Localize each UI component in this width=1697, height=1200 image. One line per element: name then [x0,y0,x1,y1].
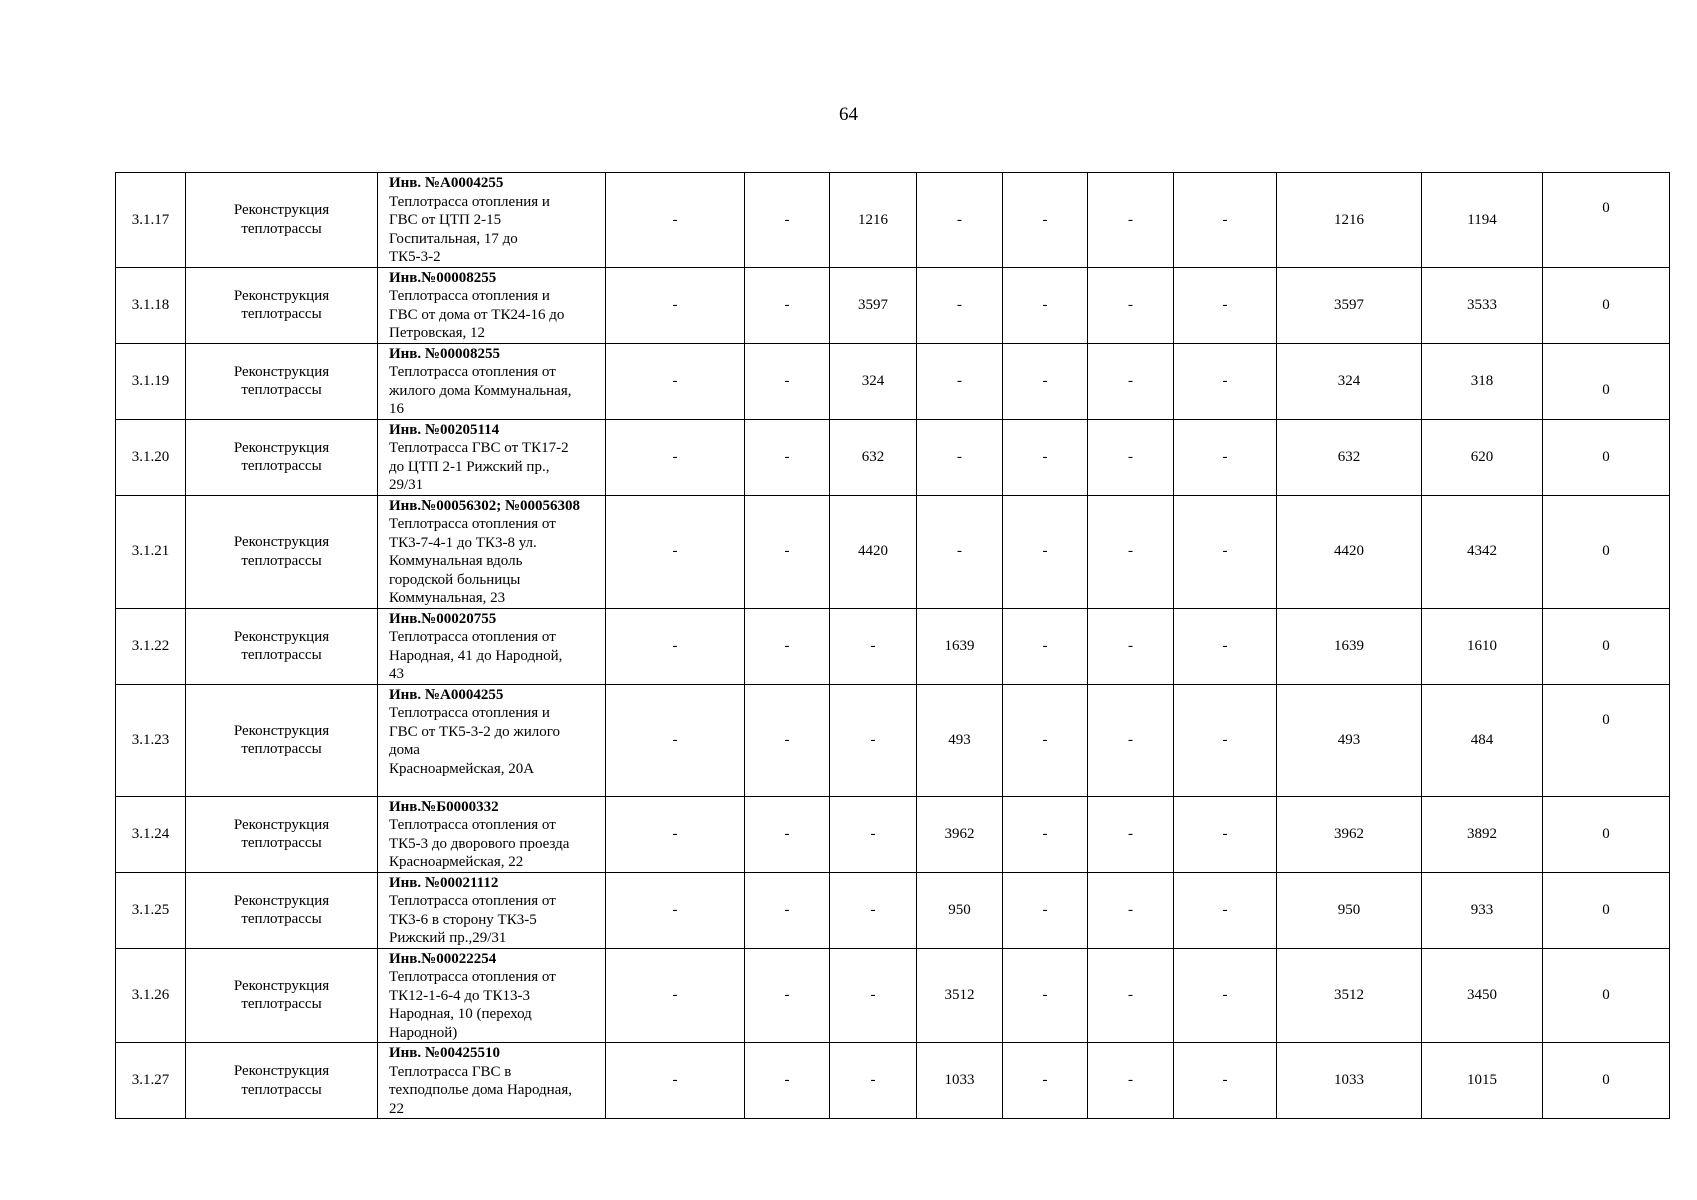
value-cell-c5: - [1003,684,1088,796]
value-cell-c2: - [745,343,830,419]
table-row [116,1043,1670,1119]
description-line: ТК12-1-6-4 до ТК13-3 [389,987,530,1004]
description-line: Народной) [389,1024,458,1041]
last-value-cell: 0 [1543,608,1670,684]
value-cell-c1: - [606,872,745,948]
total-cell: 3962 [1277,796,1422,872]
value-cell-c6: - [1088,419,1174,495]
object-description-cell [378,419,606,495]
total-cell: 632 [1277,419,1422,495]
value-cell-c5: - [1003,1043,1088,1119]
value-cell-c1: - [606,419,745,495]
inventory-number: Инв. №00008255 [389,345,500,362]
row-number-cell: 3.1.17 [116,173,186,268]
value-cell-c6: - [1088,872,1174,948]
value-cell-c4: - [917,267,1003,343]
value-cell-c5: - [1003,419,1088,495]
description-line: Теплотрасса отопления от [389,893,556,909]
value-cell-c5: - [1003,608,1088,684]
work-type-cell [186,948,378,1043]
value-cell-c3: 324 [830,343,917,419]
value-cell-c6: - [1088,267,1174,343]
table-row [116,872,1670,948]
value-cell-c6: - [1088,684,1174,796]
value-cell-c4: - [917,173,1003,268]
work-type-line: теплотрассы [241,1081,322,1098]
total-cell: 4420 [1277,495,1422,608]
inventory-number: Инв. №00021112 [389,874,499,891]
value-cell-c7: - [1174,1043,1277,1119]
description-line: Теплотрасса отопления от [389,817,556,833]
inventory-number: Инв.№00022254 [389,950,497,967]
value-cell-c2: - [745,419,830,495]
work-type-cell [186,419,378,495]
object-description-cell [378,608,606,684]
table-row [116,684,1670,796]
value-cell-c1: - [606,684,745,796]
table-row [116,796,1670,872]
description-line: дома [389,742,420,758]
value-cell-c4: - [917,419,1003,495]
total-cell: 1639 [1277,608,1422,684]
inventory-number: Инв. №00205114 [389,421,500,438]
amount-cell: 1194 [1422,173,1543,268]
value-cell-c7: - [1174,343,1277,419]
description-line: Рижский пр.,29/31 [389,930,507,946]
last-value-cell: 0 [1543,684,1670,796]
description-line: городской больницы [389,571,521,588]
row-number-cell: 3.1.27 [116,1043,186,1119]
value-cell-c1: - [606,608,745,684]
table-row [116,419,1670,495]
work-type-line: Реконструкция [233,202,330,219]
value-cell-c3: - [830,1043,917,1119]
description-line: Теплотрасса отопления и [389,288,550,304]
work-type-line: Реконструкция [233,977,330,994]
amount-cell: 1610 [1422,608,1543,684]
inventory-number: Инв.№00020755 [389,610,497,627]
value-cell-c5: - [1003,267,1088,343]
row-number-cell: 3.1.25 [116,872,186,948]
table-row [116,173,1670,268]
last-value-cell: 0 [1543,796,1670,872]
object-description-cell [378,495,606,608]
value-cell-c2: - [745,796,830,872]
object-description-cell [378,796,606,872]
description-line: Теплотрасса отопления и [389,193,550,210]
last-value-cell: 0 [1543,419,1670,495]
work-type-cell [186,1043,378,1119]
description-line: Петровская, 12 [389,325,485,341]
work-type-cell [186,608,378,684]
object-description-cell [378,872,606,948]
value-cell-c7: - [1174,495,1277,608]
work-type-line: теплотрассы [241,647,322,663]
work-type-line: Реконструкция [233,534,330,550]
value-cell-c1: - [606,796,745,872]
amount-cell: 4342 [1422,495,1543,608]
work-type-line: Реконструкция [233,722,330,739]
work-type-line: Реконструкция [233,363,330,380]
inventory-number: Инв.№00008255 [389,269,497,286]
work-type-cell [186,267,378,343]
last-value-cell: 0 [1543,495,1670,608]
inventory-number: Инв. №00425510 [389,1045,500,1061]
row-number-cell: 3.1.21 [116,495,186,608]
amount-cell: 1015 [1422,1043,1543,1119]
description-line: ГВС от дома от ТК24-16 до [389,306,565,323]
amount-cell: 3533 [1422,267,1543,343]
value-cell-c3: - [830,608,917,684]
description-line: Теплотрасса отопления от [389,969,556,985]
work-type-cell [186,495,378,608]
amount-cell: 3450 [1422,948,1543,1043]
value-cell-c4: 950 [917,872,1003,948]
total-cell: 1033 [1277,1043,1422,1119]
total-cell: 493 [1277,684,1422,796]
value-cell-c4: - [917,343,1003,419]
value-cell-c1: - [606,343,745,419]
description-line: Красноармейская, 20А [389,760,535,777]
work-type-line: Реконструкция [233,1063,330,1079]
amount-cell: 620 [1422,419,1543,495]
work-type-cell [186,173,378,268]
amount-cell: 3892 [1422,796,1543,872]
description-line: Коммунальная вдоль [389,553,523,569]
value-cell-c7: - [1174,684,1277,796]
value-cell-c5: - [1003,343,1088,419]
value-cell-c7: - [1174,796,1277,872]
work-type-line: теплотрассы [241,741,322,757]
total-cell: 324 [1277,343,1422,419]
value-cell-c3: - [830,796,917,872]
inventory-number: Инв. №А0004255 [389,175,504,191]
value-cell-c1: - [606,495,745,608]
value-cell-c6: - [1088,173,1174,268]
description-line: 22 [389,1100,404,1117]
table-row [116,495,1670,608]
last-value-cell: 0 [1543,1043,1670,1119]
row-number-cell: 3.1.20 [116,419,186,495]
table-row [116,608,1670,684]
object-description-cell [378,267,606,343]
last-value-cell: 0 [1543,173,1670,268]
value-cell-c4: 3512 [917,948,1003,1043]
inventory-number: Инв.№00056302; №00056308 [389,497,581,514]
last-value-cell: 0 [1543,267,1670,343]
description-line: ТК3-6 в сторону ТК3-5 [389,911,537,928]
table-row [116,948,1670,1043]
value-cell-c4: - [917,495,1003,608]
value-cell-c2: - [745,872,830,948]
value-cell-c3: 632 [830,419,917,495]
description-line: Теплотрасса отопления от [389,516,556,532]
description-line: ТК5-3 до дворового проезда [389,835,570,852]
work-type-line: Реконструкция [233,439,330,456]
value-cell-c4: 3962 [917,796,1003,872]
work-type-line: теплотрассы [241,552,322,569]
value-cell-c3: - [830,948,917,1043]
table-row [116,343,1670,419]
value-cell-c2: - [745,684,830,796]
value-cell-c4: 493 [917,684,1003,796]
value-cell-c6: - [1088,608,1174,684]
value-cell-c2: - [745,1043,830,1119]
value-cell-c6: - [1088,1043,1174,1119]
work-type-cell [186,796,378,872]
total-cell: 3597 [1277,267,1422,343]
investment-table [115,172,1670,1119]
value-cell-c1: - [606,1043,745,1119]
amount-cell: 484 [1422,684,1543,796]
value-cell-c2: - [745,608,830,684]
value-cell-c1: - [606,267,745,343]
description-line: 29/31 [389,477,424,493]
work-type-line: теплотрассы [241,458,322,474]
work-type-line: Реконструкция [233,628,330,645]
work-type-line: Реконструкция [233,816,330,833]
work-type-line: теплотрассы [241,382,322,398]
object-description-cell [378,948,606,1043]
value-cell-c5: - [1003,872,1088,948]
amount-cell: 933 [1422,872,1543,948]
work-type-line: Реконструкция [233,287,330,304]
description-line: Коммунальная, 23 [389,590,506,606]
value-cell-c7: - [1174,948,1277,1043]
object-description-cell [378,1043,606,1119]
value-cell-c3: - [830,684,917,796]
row-number-cell: 3.1.23 [116,684,186,796]
value-cell-c7: - [1174,872,1277,948]
table-row [116,267,1670,343]
value-cell-c7: - [1174,267,1277,343]
last-value-cell: 0 [1543,343,1670,419]
value-cell-c5: - [1003,173,1088,268]
description-line: Теплотрасса отопления от [389,364,556,380]
value-cell-c6: - [1088,495,1174,608]
work-type-cell [186,872,378,948]
value-cell-c4: 1033 [917,1043,1003,1119]
value-cell-c3: 3597 [830,267,917,343]
inventory-number: Инв. №А0004255 [389,686,504,703]
description-line: ГВС от ТК5-3-2 до жилого [389,723,560,740]
description-line: ТК5-3-2 [389,249,441,265]
description-line: Народная, 41 до Народной, [389,647,563,664]
description-line: Теплотрасса отопления от [389,629,556,645]
description-line: до ЦТП 2-1 Рижский пр., [389,458,550,475]
description-line: жилого дома Коммунальная, [389,382,572,399]
total-cell: 3512 [1277,948,1422,1043]
value-cell-c5: - [1003,948,1088,1043]
value-cell-c1: - [606,948,745,1043]
description-line: Красноармейская, 22 [389,854,524,870]
description-line: ГВС от ЦТП 2-15 [389,212,502,228]
description-line: ТК3-7-4-1 до ТК3-8 ул. [389,534,537,551]
description-line: Теплотрасса ГВС в [389,1063,512,1080]
description-line: техподполье дома Народная, [389,1082,572,1098]
value-cell-c5: - [1003,495,1088,608]
value-cell-c5: - [1003,796,1088,872]
work-type-line: теплотрассы [241,911,322,927]
description-line: Теплотрасса ГВС от ТК17-2 [389,440,569,456]
work-type-line: теплотрассы [241,306,322,322]
object-description-cell [378,343,606,419]
row-number-cell: 3.1.19 [116,343,186,419]
row-number-cell: 3.1.18 [116,267,186,343]
object-description-cell [378,684,606,796]
description-line: 43 [389,666,404,682]
value-cell-c6: - [1088,948,1174,1043]
value-cell-c6: - [1088,796,1174,872]
value-cell-c3: 4420 [830,495,917,608]
description-line: Теплотрасса отопления и [389,705,550,721]
description-line: Народная, 10 (переход [389,1006,532,1022]
row-number-cell: 3.1.24 [116,796,186,872]
work-type-line: Реконструкция [233,892,330,909]
inventory-number: Инв.№Б0000332 [389,798,499,815]
row-number-cell: 3.1.26 [116,948,186,1043]
work-type-line: теплотрассы [241,996,322,1013]
page-number: 64 [839,104,858,125]
object-description-cell [378,173,606,268]
value-cell-c4: 1639 [917,608,1003,684]
row-number-cell: 3.1.22 [116,608,186,684]
value-cell-c7: - [1174,608,1277,684]
work-type-line: теплотрассы [241,220,322,237]
value-cell-c3: 1216 [830,173,917,268]
value-cell-c1: - [606,173,745,268]
value-cell-c2: - [745,173,830,268]
value-cell-c7: - [1174,173,1277,268]
work-type-cell [186,343,378,419]
value-cell-c6: - [1088,343,1174,419]
work-type-cell [186,684,378,796]
table-body [116,173,1670,1119]
total-cell: 950 [1277,872,1422,948]
last-value-cell: 0 [1543,872,1670,948]
amount-cell: 318 [1422,343,1543,419]
value-cell-c3: - [830,872,917,948]
last-value-cell: 0 [1543,948,1670,1043]
work-type-line: теплотрассы [241,835,322,851]
value-cell-c7: - [1174,419,1277,495]
value-cell-c2: - [745,495,830,608]
value-cell-c2: - [745,948,830,1043]
description-line: Госпитальная, 17 до [389,230,518,247]
description-line: 16 [389,401,404,417]
total-cell: 1216 [1277,173,1422,268]
value-cell-c2: - [745,267,830,343]
